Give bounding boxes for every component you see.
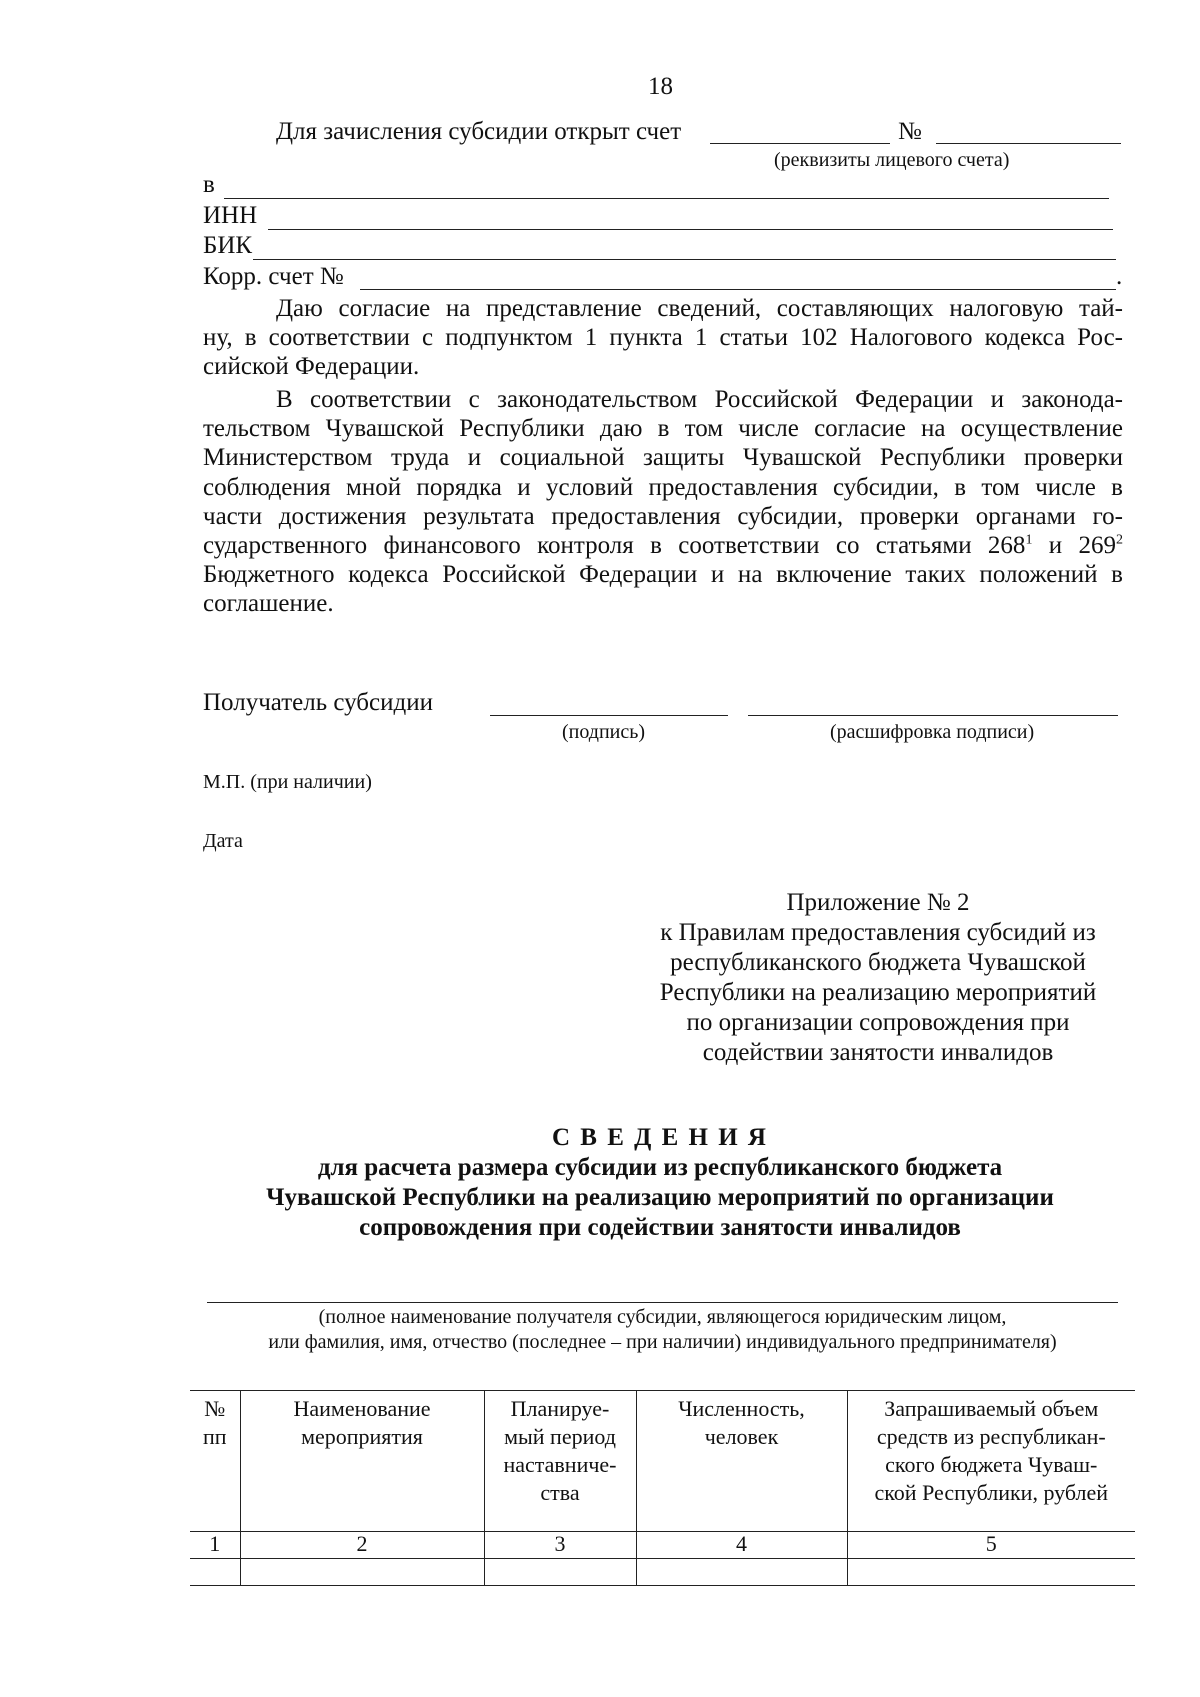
number-cell-1: 1: [190, 1532, 240, 1559]
bik-label: БИК: [203, 232, 253, 259]
consent-control-line-1: В соответствии с законодательством Российской Федерации и законода-: [276, 386, 1123, 413]
consent-control-line-4: соблюдения мной порядка и условий предоставления субсидии, в том числе в: [203, 473, 1123, 501]
number-cell-5: 5: [847, 1532, 1135, 1559]
data-table: [190, 1390, 1135, 1586]
consent-control-line-8: соглашение.: [203, 590, 334, 618]
consent-control-line-5: части достижения результата предоставления субсидии, проверки органами го-: [203, 502, 1123, 530]
header-col-4: [636, 1391, 847, 1532]
recipient-caption-line-1: (полное наименование получателя субсидии, являющегося юридическим лицом,: [318, 1306, 1007, 1328]
line6-and: и 269: [1032, 532, 1116, 560]
empty-cell-2[interactable]: [240, 1559, 484, 1586]
header-3-line-4: ства: [540, 1480, 580, 1505]
empty-cell-1[interactable]: [190, 1559, 240, 1586]
line6-text: сударственного финансового контроля в соответствии со статьями 268: [203, 532, 1026, 560]
empty-cell-5[interactable]: [847, 1559, 1135, 1586]
inn-blank: [268, 229, 1113, 230]
appendix-line-2: к Правилам предоставления субсидий из: [660, 919, 1096, 946]
appendix-line-6: содействии занятости инвалидов: [702, 1039, 1054, 1066]
header-col-2: [240, 1391, 484, 1532]
consent-control-paragraph: [203, 385, 1123, 619]
header-col-1: [190, 1391, 240, 1532]
header-5-line-1: Запрашиваемый объем: [884, 1396, 1099, 1421]
account-prefix: Для зачисления субсидии открыт счет: [276, 118, 682, 145]
header-col-3: [484, 1391, 636, 1532]
bik-blank: [253, 259, 1116, 260]
corr-blank: [360, 289, 1116, 290]
empty-cell-4[interactable]: [636, 1559, 847, 1586]
signature-caption: (подпись): [562, 721, 646, 743]
header-col-5: [847, 1391, 1135, 1532]
title-line-3: сопровождения при содействии занятости инвалидов: [359, 1214, 961, 1241]
account-number-blank: [710, 143, 890, 144]
bank-blank: [224, 198, 1109, 199]
header-1-line-2: пп: [202, 1424, 227, 1449]
inn-label: ИНН: [203, 202, 258, 229]
title-line-2: Чувашской Республики на реализацию мероприятий по организации: [266, 1184, 1054, 1211]
account-line: [276, 117, 681, 147]
account-caption: (реквизиты лицевого счета): [774, 149, 1010, 171]
consent-control-line-6: [203, 531, 1123, 560]
account-no-blank: [936, 143, 1121, 144]
consent-control-line-3: Министерством труда и социальной защиты Чувашской Республики проверки: [203, 444, 1123, 472]
number-sign: №: [898, 118, 922, 145]
consent-tax-line-2: ну, в соответствии с подпунктом 1 пункта 1 статьи 102 Налогового кодекса Рос-: [203, 324, 1123, 352]
consent-control-line-7: Бюджетного кодекса Российской Федерации и на включение таких положений в: [203, 561, 1123, 589]
consent-tax-line-3: сийской Федерации.: [203, 353, 420, 381]
appendix-block: [628, 888, 1128, 1068]
table-number-row: [190, 1532, 1135, 1559]
header-5-line-4: ской Республики, рублей: [874, 1480, 1109, 1505]
header-1-line-1: №: [204, 1396, 226, 1421]
signature-blank: [490, 715, 728, 716]
recipient-label: Получатель субсидии: [203, 689, 433, 716]
corr-label: Корр. счет №: [203, 263, 344, 290]
consent-tax-line-1: Даю согласие на представление сведений, составляющих налоговую тай-: [276, 295, 1123, 322]
header-2-line-1: Наименование: [293, 1396, 431, 1421]
header-4-line-1: Численность,: [678, 1396, 805, 1421]
corr-end: .: [1116, 263, 1123, 290]
header-3-line-3: наставниче-: [503, 1452, 617, 1477]
superscript-1: 1: [1025, 532, 1033, 548]
decode-caption: (расшифровка подписи): [830, 721, 1035, 743]
appendix-line-4: Республики на реализацию мероприятий: [659, 979, 1097, 1006]
table-empty-row: [190, 1559, 1135, 1586]
empty-cell-3[interactable]: [484, 1559, 636, 1586]
header-5-line-3: ского бюджета Чуваш-: [885, 1452, 1098, 1477]
appendix-line-3: республиканского бюджета Чувашской: [670, 949, 1086, 976]
header-3-line-2: мый период: [504, 1424, 616, 1449]
title-heading: С В Е Д Е Н И Я: [552, 1124, 768, 1151]
header-4-line-2: человек: [704, 1424, 779, 1449]
consent-tax-paragraph: [203, 294, 1123, 382]
recipient-caption: [190, 1305, 1135, 1355]
stamp-label: М.П. (при наличии): [203, 771, 372, 793]
document-title: [160, 1123, 1160, 1243]
recipient-caption-line-2: или фамилия, имя, отчество (последнее – при наличии) индивидуального предпринимателя): [268, 1331, 1057, 1353]
date-label: Дата: [203, 830, 243, 852]
title-line-1: для расчета размера субсидии из республиканского бюджета: [317, 1154, 1003, 1181]
header-3-line-1: Планируе-: [510, 1396, 610, 1421]
table-header-row: [190, 1391, 1135, 1532]
decode-blank: [748, 715, 1118, 716]
consent-control-line-2: тельством Чувашской Республики даю в том числе согласие на осуществление: [203, 415, 1123, 443]
number-cell-4: 4: [636, 1532, 847, 1559]
appendix-line-1: Приложение № 2: [786, 889, 970, 916]
number-cell-3: 3: [484, 1532, 636, 1559]
page-number: 18: [648, 73, 673, 100]
recipient-name-blank: [207, 1302, 1118, 1303]
appendix-line-5: по организации сопровождения при: [686, 1009, 1070, 1036]
header-2-line-2: мероприятия: [301, 1424, 423, 1449]
bank-label: в: [203, 171, 215, 198]
header-5-line-2: средств из республикан-: [876, 1424, 1106, 1449]
number-cell-2: 2: [240, 1532, 484, 1559]
superscript-2: 2: [1116, 532, 1123, 548]
